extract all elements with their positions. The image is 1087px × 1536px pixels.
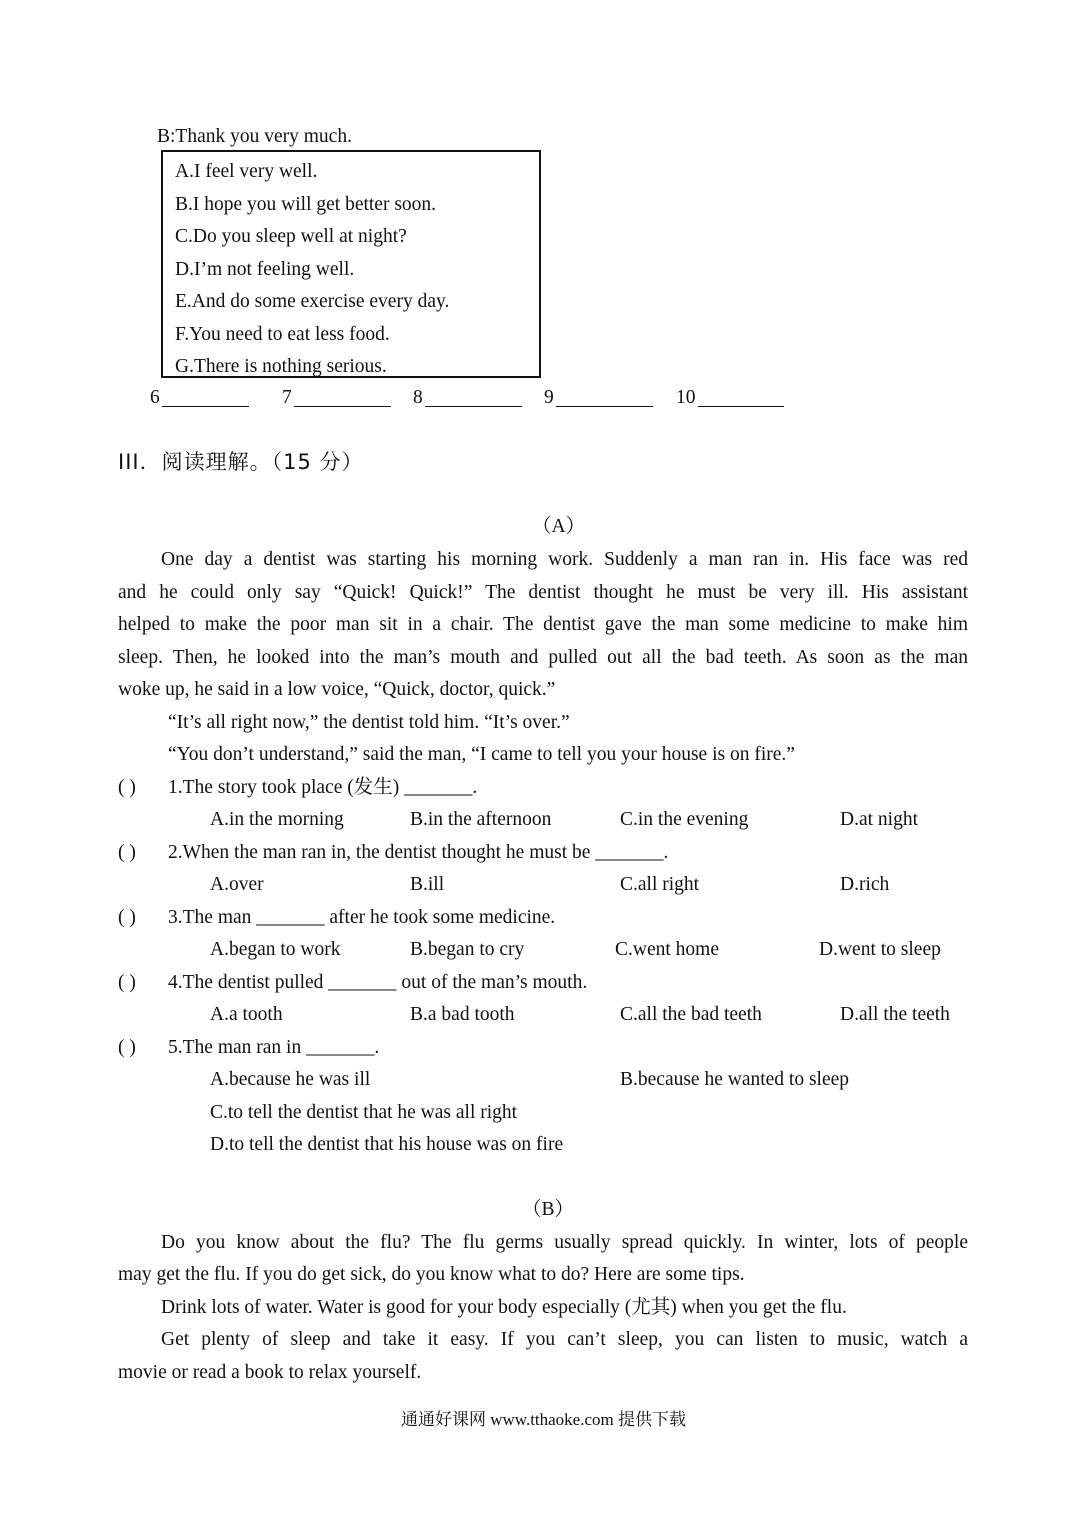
answer-blank	[425, 406, 522, 407]
choice-c: C.to tell the dentist that he was all right	[210, 1102, 518, 1123]
choice-b: B.a bad tooth	[410, 1004, 515, 1025]
blank-number: 8	[413, 387, 423, 408]
choice-d: D.at night	[840, 809, 918, 830]
option-b: B.I hope you will get better soon.	[175, 194, 437, 215]
options-box	[161, 150, 541, 378]
choice-d: D.rich	[840, 874, 890, 895]
choice-c: C.went home	[615, 939, 719, 960]
blank-number: 7	[282, 387, 292, 408]
passage-a-quote: “It’s all right now,” the dentist told him. “It’s over.”	[168, 712, 570, 733]
choice-b: B.in the afternoon	[410, 809, 552, 830]
answer-blank	[294, 406, 391, 407]
option-d: D.I’m not feeling well.	[175, 259, 355, 280]
choice-d: D.to tell the dentist that his house was on fire	[210, 1134, 564, 1155]
option-a: A.I feel very well.	[175, 161, 318, 182]
passage-a-line: One day a dentist was starting his morning work. Suddenly a man ran in. His face was red	[161, 549, 968, 570]
choice-b: B.because he wanted to sleep	[620, 1069, 850, 1090]
blank-number: 6	[150, 387, 160, 408]
option-c: C.Do you sleep well at night?	[175, 226, 407, 247]
question-text: 5.The man ran in _______.	[168, 1037, 380, 1058]
answer-blank	[162, 406, 249, 407]
answer-blank	[556, 406, 653, 407]
blank-number: 9	[544, 387, 554, 408]
choice-c: C.in the evening	[620, 809, 749, 830]
passage-b-line: movie or read a book to relax yourself.	[118, 1362, 422, 1383]
choice-c: C.all right	[620, 874, 700, 895]
answer-paren: ( )	[118, 907, 136, 928]
passage-a-quote: “You don’t understand,” said the man, “I came to tell you your house is on fire.”	[168, 744, 795, 765]
option-f: F.You need to eat less food.	[175, 324, 390, 345]
passage-a-line: woke up, he said in a low voice, “Quick, doctor, quick.”	[118, 679, 556, 700]
section-title: III．阅读理解。（15 分）	[118, 450, 364, 474]
answer-paren: ( )	[118, 777, 136, 798]
passage-a-line: and he could only say “Quick! Quick!” The dentist thought he must be very ill. His assistant	[118, 582, 968, 603]
answer-paren: ( )	[118, 972, 136, 993]
passage-a-label: （A）	[532, 516, 586, 537]
question-text: 4.The dentist pulled _______ out of the man’s mouth.	[168, 972, 588, 993]
answer-paren: ( )	[118, 842, 136, 863]
choice-b: B.began to cry	[410, 939, 525, 960]
passage-b-line: may get the flu. If you do get sick, do you know what to do? Here are some tips.	[118, 1264, 745, 1285]
option-e: E.And do some exercise every day.	[175, 291, 450, 312]
passage-a-line: sleep. Then, he looked into the man’s mouth and pulled out all the bad teeth. As soon as the man	[118, 647, 968, 668]
passage-b-line: Drink lots of water. Water is good for your body especially (尤其) when you get the flu.	[161, 1297, 847, 1318]
passage-b-label: （B）	[522, 1199, 575, 1220]
choice-a: A.because he was ill	[210, 1069, 371, 1090]
passage-a-line: helped to make the poor man sit in a chair. The dentist gave the man some medicine to make him	[118, 614, 968, 635]
answer-paren: ( )	[118, 1037, 136, 1058]
blank-number: 10	[676, 387, 696, 408]
choice-b: B.ill	[410, 874, 445, 895]
question-text: 2.When the man ran in, the dentist thought he must be _______.	[168, 842, 669, 863]
question-text: 1.The story took place (发生) _______.	[168, 777, 478, 798]
choice-a: A.a tooth	[210, 1004, 283, 1025]
choice-d: D.went to sleep	[819, 939, 941, 960]
choice-c: C.all the bad teeth	[620, 1004, 762, 1025]
choice-a: A.over	[210, 874, 264, 895]
option-g: G.There is nothing serious.	[175, 356, 387, 377]
answer-blank	[698, 406, 784, 407]
question-text: 3.The man _______ after he took some medicine.	[168, 907, 556, 928]
passage-b-line: Get plenty of sleep and take it easy. If you can’t sleep, you can listen to music, watch a	[161, 1329, 968, 1350]
choice-a: A.in the morning	[210, 809, 344, 830]
choice-a: A.began to work	[210, 939, 341, 960]
page-footer: 通通好课网 www.tthaoke.com 提供下载	[400, 1410, 687, 1429]
passage-b-line: Do you know about the flu? The flu germs usually spread quickly. In winter, lots of people	[161, 1232, 968, 1253]
choice-d: D.all the teeth	[840, 1004, 950, 1025]
dialogue-line: B:Thank you very much.	[157, 126, 352, 147]
